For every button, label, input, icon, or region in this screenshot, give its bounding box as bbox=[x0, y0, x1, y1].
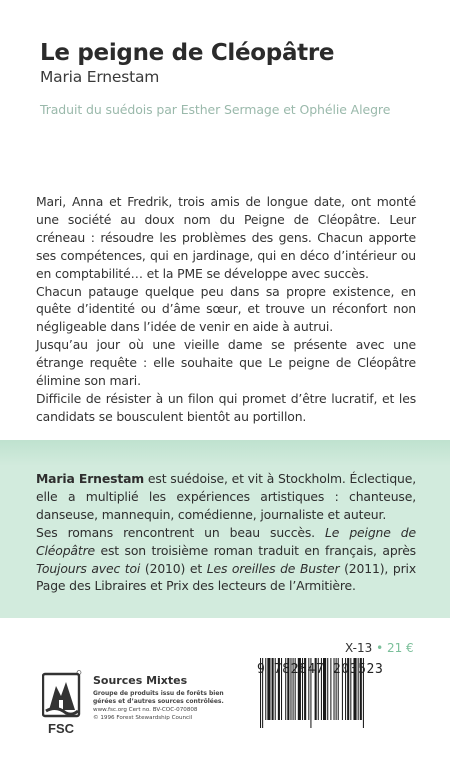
book-summary bbox=[36, 193, 416, 426]
bio-author-name: Maria Ernestam bbox=[36, 471, 145, 486]
summary-paragraph: Mari, Anna et Fredrik, trois amis de longue date, ont monté une société au doux nom du Peigne de Cléopâtre. Leur créneau : résoudre les problèmes des gens. Chacun apporte ses compétences, qui en jardinage, qui en déco d’intérieur ou en comptabilité… et la PME se développe avec succès. bbox=[36, 194, 416, 281]
fsc-cert-number: www.fsc.org Cert no. BV-COC-070808 bbox=[93, 707, 198, 713]
price-tag bbox=[345, 641, 414, 655]
isbn-digits: 9 782847 203523 bbox=[257, 662, 384, 677]
book-title: Le peigne de Cléopâtre bbox=[40, 40, 335, 66]
summary-paragraph: Jusqu’au jour où une vieille dame se présente avec une étrange requête : elle souhaite que Le peigne de Cléopâtre élimine son mari. bbox=[36, 337, 416, 389]
bio-text: (2010) et bbox=[140, 560, 207, 576]
book-header bbox=[40, 40, 420, 117]
bio-text: (2011), prix Page des Libraires et Prix des lecteurs de l’Armitière. bbox=[36, 560, 416, 594]
price-amount: 21 € bbox=[386, 641, 414, 655]
fsc-heading: Sources Mixtes bbox=[93, 674, 188, 687]
author-bio bbox=[36, 470, 416, 595]
fsc-logo-text: FSC bbox=[48, 721, 74, 736]
summary-paragraph: Difficile de résister à un filon qui promet d’être lucratif, et les candidats se bousculent bientôt au portillon. bbox=[36, 390, 416, 424]
bio-book-title: Toujours avec toi bbox=[36, 560, 141, 576]
fsc-copyright: © 1996 Forest Stewardship Council bbox=[93, 715, 193, 721]
summary-paragraph: Chacun patauge quelque peu dans sa propre existence, en quête d’identité ou d’âme sœur, et trouve un réconfort non négligeable dans l’idée de venir en aide à autrui. bbox=[36, 283, 416, 335]
bio-text: Ses romans rencontrent un beau succès. bbox=[36, 524, 326, 540]
bio-book-title: Le peigne de Cléopâtre bbox=[36, 524, 416, 558]
bio-book-title: Les oreilles de Buster bbox=[206, 560, 340, 576]
fsc-tree-logo-icon bbox=[42, 670, 82, 740]
bio-paragraph-1 bbox=[36, 470, 416, 524]
price-code: X-13 bbox=[345, 641, 373, 655]
fsc-description: Groupe de produits issu de forêts bien gérées et d’autres sources contrôlées. bbox=[93, 690, 224, 705]
bio-paragraph-2 bbox=[36, 524, 416, 596]
fsc-certification bbox=[93, 674, 228, 722]
price-separator: • bbox=[376, 641, 384, 655]
book-author: Maria Ernestam bbox=[40, 68, 160, 86]
bio-text: est son troisième roman traduit en français, après bbox=[94, 542, 416, 558]
translator-credit: Traduit du suédois par Esther Sermage et Ophélie Alegre bbox=[40, 102, 391, 117]
bio-text: est suédoise, et vit à Stockholm. Éclectique, elle a multiplié les expériences artistiques : chanteuse, danseuse, mannequin, comédienne, journaliste et auteur. bbox=[36, 471, 417, 522]
